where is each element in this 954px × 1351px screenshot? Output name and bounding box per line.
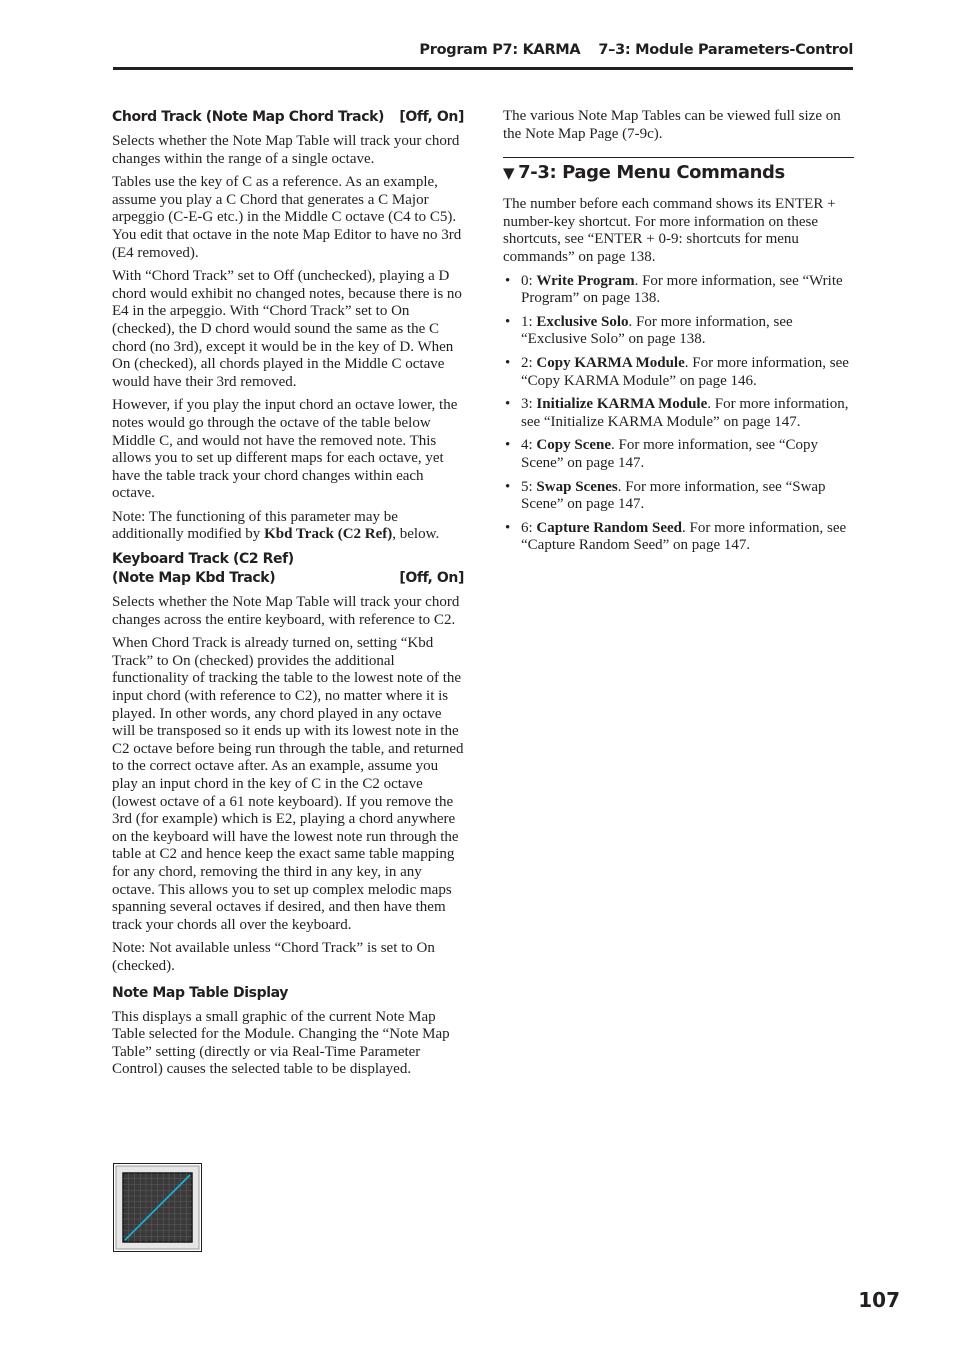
note-map-display-heading: [112, 984, 464, 1003]
command-name: Initialize KARMA Module: [536, 396, 708, 413]
keyboard-track-p3: Note: Not available unless “Chord Track” is set to On (checked).: [112, 940, 435, 974]
running-header: [113, 42, 853, 62]
command-name: Swap Scenes: [536, 478, 618, 495]
triangle-down-icon: ▼: [503, 164, 515, 183]
chord-track-title: Chord Track (Note Map Chord Track): [112, 109, 385, 125]
chord-track-p1: Selects whether the Note Map Table will track your chord changes within the range of a single octave.: [112, 133, 460, 167]
command-item: [503, 396, 854, 431]
command-name: Write Program: [536, 272, 635, 289]
command-description: . For more information, see “Capture Random Seed” on page 147.: [521, 519, 847, 554]
section-heading: [503, 161, 854, 185]
command-number: 3:: [521, 396, 537, 413]
keyboard-track-p2: When Chord Track is already turned on, setting “Kbd Track” to On (checked) provides the additional functionality of tracking the table to the lowest note of the input chord (with reference to C2), no matter where it is played. In other words, any chord played in any octave will be transposed so it ends up with its lowest note in the C2 octave before being run through the table, and returned to the correct octave after. As an example, assume you play an input chord in the key of C in the C2 octave (lowest octave of a 61 note keyboard). If you remove the 3rd (for example) which is E2, playing a chord anywhere on the keyboard will have the lowest note run through the table at C2 and hence keep the exact same table mapping for any chord, removing the third in any key, in any octave. This allows you to set up complex melodic maps spanning several octaves if desired, and then have them track your chords all over the keyboard.: [112, 635, 464, 933]
right-intro: The various Note Map Tables can be viewed full size on the Note Map Page (7-9c).: [503, 108, 841, 142]
command-description: . For more information, see “Copy Scene” on page 147.: [521, 437, 819, 471]
chord-track-p2: Tables use the key of C as a reference. As an example, assume you play a C Chord that generates a C Major arpeggio (C-E-G etc.) in the Middle C octave (C4 to C5). You edit that octave in the note Map Editor to have no 3rd (E4 removed).: [112, 174, 462, 261]
command-number: 6:: [521, 519, 537, 536]
left-column: [112, 108, 464, 1085]
command-item: [503, 355, 854, 390]
page-number: 107: [858, 1288, 900, 1312]
bullet: •: [505, 354, 511, 371]
chord-track-p5: [112, 509, 464, 544]
note-map-display-p1: This displays a small graphic of the current Note Map Table selected for the Module. Changing the “Note Map Table” setting (directly or via Real-Time Parameter Control) causes the selected table to be displayed.: [112, 1008, 450, 1078]
command-number: 5:: [521, 478, 537, 495]
command-item: [503, 520, 854, 555]
chord-track-heading: [112, 108, 464, 127]
chord-track-p5-post: , below.: [392, 526, 440, 543]
command-item: [503, 437, 854, 472]
right-column: [503, 108, 854, 561]
command-number: 2:: [521, 354, 537, 371]
command-name: Copy Scene: [536, 437, 612, 454]
bullet: •: [505, 396, 511, 413]
bullet: •: [505, 313, 511, 330]
chord-track-range: [Off, On]: [399, 109, 464, 125]
command-description: . For more information, see “Initialize KARMA Module” on page 147.: [521, 396, 849, 430]
header-rule: [113, 67, 853, 70]
command-item: [503, 479, 854, 514]
command-number: 1:: [521, 313, 537, 330]
command-list: [503, 273, 854, 555]
chord-track-p5-pre: Note: The functioning of this parameter may be additionally modified by: [112, 508, 398, 543]
section-title: 7-3: Page Menu Commands: [518, 162, 785, 184]
note-map-display-title: Note Map Table Display: [112, 984, 288, 1001]
command-item: [503, 273, 854, 308]
bullet: •: [505, 519, 511, 536]
chord-track-p3: With “Chord Track” set to Off (unchecked), playing a D chord would exhibit no changed notes, because there is no E4 in the arpeggio. With “Chord Track” set to On (checked), the D chord would sound the same as the C chord (no 3rd), except it would be in the key of D. When On (checked), all chords played in the Middle C octave would have their 3rd removed.: [112, 268, 462, 390]
command-description: . For more information, see “Write Program” on page 138.: [521, 272, 843, 307]
command-description: . For more information, see “Copy KARMA Module” on page 146.: [521, 354, 849, 389]
section-intro: The number before each command shows its ENTER + number-key shortcut. For more information on these shortcuts, see “ENTER + 0-9: shortcuts for menu commands” on page 138.: [503, 196, 836, 265]
command-name: Exclusive Solo: [536, 313, 629, 330]
chord-track-p4: However, if you play the input chord an octave lower, the notes would go through the octave of the table below Middle C, and would not have the removed note. This allows you to set up different maps for each octave, yet have the table track your chord changes within each octave.: [112, 397, 458, 502]
header-subsection: 7–3: Module Parameters-Control: [598, 42, 853, 58]
command-number: 4:: [521, 437, 537, 454]
section-rule: [503, 157, 854, 158]
command-description: . For more information, see “Swap Scene” on page 147.: [521, 478, 826, 513]
keyboard-track-title-line1: Keyboard Track (C2 Ref): [112, 551, 294, 568]
command-item: [503, 314, 854, 349]
header-section: Program P7: KARMA: [419, 42, 581, 58]
keyboard-track-title-line2: (Note Map Kbd Track): [112, 570, 276, 587]
command-name: Capture Random Seed: [536, 519, 682, 536]
note-map-table-graphic: [113, 1163, 202, 1252]
keyboard-track-p1: Selects whether the Note Map Table will track your chord changes across the entire keyboard, with reference to C2.: [112, 594, 460, 628]
command-name: Copy KARMA Module: [536, 354, 685, 371]
keyboard-track-range: [Off, On]: [399, 570, 464, 587]
kbd-track-reference: Kbd Track (C2 Ref): [264, 526, 393, 543]
command-description: . For more information, see “Exclusive Solo” on page 138.: [521, 313, 793, 348]
bullet: •: [505, 272, 511, 289]
bullet: •: [505, 478, 511, 495]
bullet: •: [505, 437, 511, 454]
keyboard-track-heading: [112, 550, 464, 588]
command-number: 0:: [521, 272, 537, 289]
